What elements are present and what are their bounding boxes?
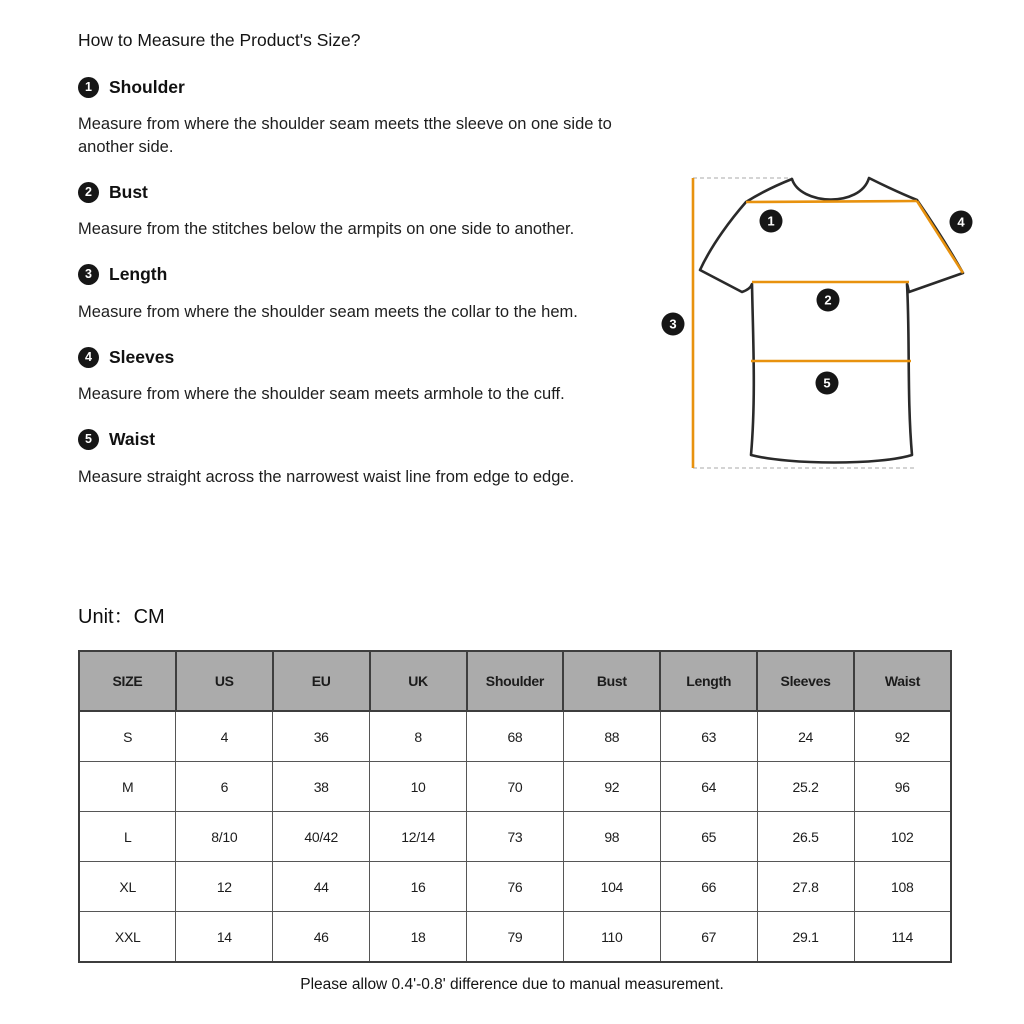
table-header-row (79, 651, 951, 711)
col-header-size: SIZE (79, 651, 176, 711)
page-title: How to Measure the Product's Size? (78, 30, 361, 50)
col-header-us: US (176, 651, 273, 711)
section-length-heading (78, 264, 626, 286)
section-waist (78, 429, 626, 489)
col-header-bust: Bust (563, 651, 660, 711)
size-table-header (79, 651, 951, 711)
cell: 12/14 (370, 812, 467, 862)
cell: 64 (660, 762, 757, 812)
cell: 108 (854, 862, 951, 912)
cell: 67 (660, 912, 757, 963)
marker-1 (760, 210, 783, 233)
section-shoulder (78, 76, 626, 158)
marker-4 (950, 211, 973, 234)
cell: 14 (176, 912, 273, 963)
section-shoulder-label: Shoulder (109, 76, 185, 97)
section-sleeves-heading (78, 346, 626, 368)
svg-text:2: 2 (824, 292, 832, 308)
cell: 110 (563, 912, 660, 963)
cell: M (79, 762, 176, 812)
section-bust-desc: Measure from the stitches below the armpits on one side to another. (78, 220, 575, 238)
cell: 38 (273, 762, 370, 812)
cell: 79 (467, 912, 564, 963)
cell: 4 (176, 711, 273, 762)
cell: 68 (467, 711, 564, 762)
number-badge-2: 2 (78, 182, 99, 203)
cell: 8/10 (176, 812, 273, 862)
instruction-sections (78, 76, 626, 511)
section-sleeves (78, 346, 626, 406)
cell: 70 (467, 762, 564, 812)
number-badge-3: 3 (78, 264, 99, 285)
cell: L (79, 812, 176, 862)
cell: 102 (854, 812, 951, 862)
section-bust (78, 181, 626, 241)
cell: 25.2 (757, 762, 854, 812)
col-header-eu: EU (273, 651, 370, 711)
col-header-length: Length (660, 651, 757, 711)
section-shoulder-desc: Measure from where the shoulder seam meets tthe sleeve on one side to another side. (78, 115, 612, 156)
col-header-shoulder: Shoulder (467, 651, 564, 711)
cell: 6 (176, 762, 273, 812)
cell: 76 (467, 862, 564, 912)
cell: 65 (660, 812, 757, 862)
cell: 16 (370, 862, 467, 912)
size-table-body (79, 711, 951, 962)
shoulder-measure-line (746, 201, 917, 202)
section-bust-label: Bust (109, 181, 148, 202)
section-waist-label: Waist (109, 429, 156, 449)
table-row-m (79, 762, 951, 812)
cell: 44 (273, 862, 370, 912)
cell: 104 (563, 862, 660, 912)
cell: 29.1 (757, 912, 854, 963)
svg-text:5: 5 (823, 375, 831, 391)
marker-3 (662, 313, 685, 336)
number-badge-5: 5 (78, 429, 99, 450)
col-header-uk: UK (370, 651, 467, 711)
cell: 18 (370, 912, 467, 963)
section-waist-heading (78, 429, 626, 451)
cell: 114 (854, 912, 951, 963)
section-waist-desc: Measure straight across the narrowest waist line from edge to edge. (78, 467, 575, 486)
cell: S (79, 711, 176, 762)
section-length (78, 264, 626, 324)
section-bust-heading (78, 181, 626, 203)
marker-5 (816, 372, 839, 395)
cell: 26.5 (757, 812, 854, 862)
cell: 10 (370, 762, 467, 812)
measurement-disclaimer: Please allow 0.4'-0.8' difference due to manual measurement. (300, 976, 724, 993)
cell: XL (79, 862, 176, 912)
table-row-xxl (79, 912, 951, 963)
svg-text:4: 4 (957, 214, 965, 230)
section-sleeves-label: Sleeves (109, 346, 175, 367)
col-header-sleeves: Sleeves (757, 651, 854, 711)
cell: 92 (854, 711, 951, 762)
table-row-l (79, 812, 951, 862)
cell: 27.8 (757, 862, 854, 912)
table-row-s (79, 711, 951, 762)
section-length-desc: Measure from where the shoulder seam meets the collar to the hem. (78, 302, 578, 321)
cell: 96 (854, 762, 951, 812)
col-header-waist: Waist (854, 651, 951, 711)
marker-2 (817, 289, 840, 312)
cell: 98 (563, 812, 660, 862)
cell: 66 (660, 862, 757, 912)
tshirt-outline (700, 178, 963, 463)
unit-label: Unit：CM (78, 606, 165, 628)
cell: 36 (273, 711, 370, 762)
tshirt-measurement-diagram (650, 158, 1010, 488)
cell: 24 (757, 711, 854, 762)
cell: 73 (467, 812, 564, 862)
cell: 92 (563, 762, 660, 812)
section-sleeves-desc: Measure from where the shoulder seam meets armhole to the cuff. (78, 385, 565, 403)
cell: 12 (176, 862, 273, 912)
svg-text:3: 3 (669, 316, 677, 332)
number-badge-1: 1 (78, 77, 99, 98)
table-row-xl (79, 862, 951, 912)
cell: XXL (79, 912, 176, 963)
section-length-label: Length (109, 264, 168, 284)
svg-text:1: 1 (767, 213, 775, 229)
number-badge-4: 4 (78, 347, 99, 368)
cell: 8 (370, 711, 467, 762)
size-table (78, 650, 952, 963)
cell: 40/42 (273, 812, 370, 862)
cell: 46 (273, 912, 370, 963)
cell: 88 (563, 711, 660, 762)
section-shoulder-heading (78, 76, 626, 98)
cell: 63 (660, 711, 757, 762)
